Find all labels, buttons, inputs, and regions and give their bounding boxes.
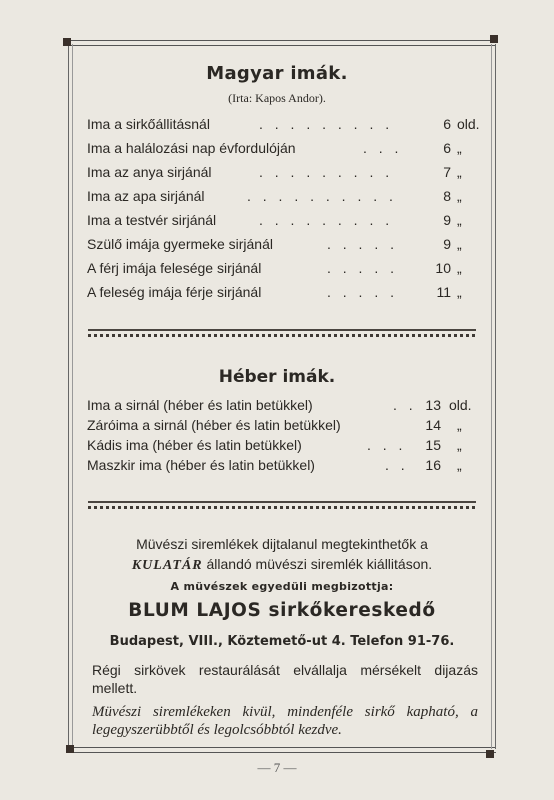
- frame-left-rule: [68, 44, 73, 749]
- toc-entry-page: 13: [425, 397, 441, 413]
- toc-leader-dots: . . . . .: [327, 260, 399, 276]
- toc-entry-page: 7: [443, 164, 451, 180]
- toc-entry-unit: „: [457, 164, 462, 180]
- toc-entry-page: 10: [435, 260, 451, 276]
- toc-entry-unit: „: [457, 140, 462, 156]
- toc-entry-page: 8: [443, 188, 451, 204]
- toc-entry-page: 9: [443, 236, 451, 252]
- ad-business-name: BLUM LAJOS sirkőkereskedő: [128, 600, 436, 621]
- section-title-magyar: Magyar imák.: [206, 63, 348, 84]
- toc-entry: [87, 284, 479, 306]
- toc-entry: [87, 188, 479, 210]
- toc-entry-page: 14: [425, 417, 441, 433]
- toc-entry-title: A feleség imája férje sirjánál: [87, 284, 262, 300]
- toc-entry-unit: „: [457, 236, 462, 252]
- toc-entry-page: 6: [443, 116, 451, 132]
- toc-entry-title: Záróima a sirnál (héber és latin betükkel): [87, 417, 341, 433]
- toc-entry-title: Ima az anya sirjánál: [87, 164, 212, 180]
- frame-corner-ornament: [66, 745, 74, 753]
- toc-leader-dots: . . .: [363, 140, 403, 156]
- kulatar-rest: állandó müvészi siremlék kiállitáson.: [202, 556, 433, 572]
- toc-entry-unit: „: [457, 437, 462, 453]
- toc-entry-unit: „: [457, 260, 462, 276]
- toc-entry: [87, 164, 479, 186]
- toc-entry-page: 11: [436, 284, 451, 300]
- toc-leader-dots: . . . . . . . . .: [259, 212, 394, 228]
- toc-entry-unit: old.: [449, 397, 472, 413]
- toc-entry: [87, 397, 479, 419]
- toc-entry-unit: „: [457, 212, 462, 228]
- section-subtitle-author: (Irta: Kapos Andor).: [228, 91, 326, 105]
- toc-entry-page: 16: [425, 457, 441, 473]
- toc-entry: [87, 260, 479, 282]
- dotted-divider: [88, 501, 476, 513]
- toc-entry-title: Ima a sirnál (héber és latin betükkel): [87, 397, 313, 413]
- frame-bottom-rule: [68, 747, 496, 753]
- toc-entry-unit: old.: [457, 116, 480, 132]
- ad-address-phone: Budapest, VIII., Köztemető-ut 4. Telefon 91-76.: [109, 634, 455, 649]
- ad-line-exhibition: Müvészi siremlékek dijtalanul megtekinthetők a: [136, 536, 428, 552]
- toc-entry: [87, 212, 479, 234]
- toc-entry-page: 6: [443, 140, 451, 156]
- toc-entry: [87, 437, 479, 459]
- ad-tombstone-note: Müvészi siremlékeken kivül, mindenféle sirkő kapható, a legegyszerübbtől és legolcsóbbtól kezdve.: [92, 704, 478, 738]
- ad-line-agent: A müvészek egyedüli megbizottja:: [170, 580, 394, 593]
- toc-entry-unit: „: [457, 284, 462, 300]
- toc-entry: [87, 236, 479, 258]
- toc-leader-dots: . . . . .: [327, 236, 399, 252]
- kulatar-name: KULATÁR: [131, 558, 203, 573]
- toc-entry-title: A férj imája felesége sirjánál: [87, 260, 262, 276]
- frame-right-rule: [491, 44, 496, 749]
- toc-leader-dots: . . . . .: [327, 284, 399, 300]
- toc-entry-unit: „: [457, 417, 462, 433]
- section-title-heber: Héber imák.: [218, 367, 336, 387]
- frame-corner-ornament: [486, 750, 494, 758]
- toc-entry: [87, 417, 479, 439]
- dotted-divider: [88, 329, 476, 341]
- toc-entry-title: Ima a testvér sirjánál: [87, 212, 217, 228]
- frame-top-rule: [68, 40, 496, 46]
- toc-leader-dots: . . . . . . . . .: [259, 164, 394, 180]
- toc-leader-dots: . .: [385, 457, 409, 473]
- toc-leader-dots: . .: [393, 397, 417, 413]
- ad-line-kulatar: [86, 556, 478, 574]
- toc-entry-title: Szülő imája gyermeke sirjánál: [87, 236, 273, 252]
- toc-entry: [87, 116, 479, 138]
- ad-restoration-note: Régi sirkövek restaurálását elvállalja mérsékelt dijazás mellett.: [92, 662, 478, 696]
- toc-entry-title: Kádis ima (héber és latin betükkel): [87, 437, 302, 453]
- toc-entry: [87, 140, 479, 162]
- toc-entry-title: Ima a sirkőállitásnál: [87, 116, 210, 132]
- toc-entry-title: Ima a halálozási nap évfordulóján: [87, 140, 296, 156]
- toc-entry-title: Ima az apa sirjánál: [87, 188, 205, 204]
- page-number: — 7 —: [257, 760, 297, 775]
- toc-entry-page: 15: [425, 437, 441, 453]
- toc-leader-dots: . . . . . . . . . .: [247, 188, 397, 204]
- frame-corner-ornament: [63, 38, 71, 46]
- toc-entry-unit: „: [457, 188, 462, 204]
- toc-leader-dots: . . .: [367, 437, 407, 453]
- toc-leader-dots: . . . . . . . . .: [259, 116, 394, 132]
- toc-entry-page: 9: [443, 212, 451, 228]
- toc-entry: [87, 457, 479, 479]
- toc-entry-title: Maszkir ima (héber és latin betükkel): [87, 457, 315, 473]
- toc-entry-unit: „: [457, 457, 462, 473]
- frame-corner-ornament: [490, 35, 498, 43]
